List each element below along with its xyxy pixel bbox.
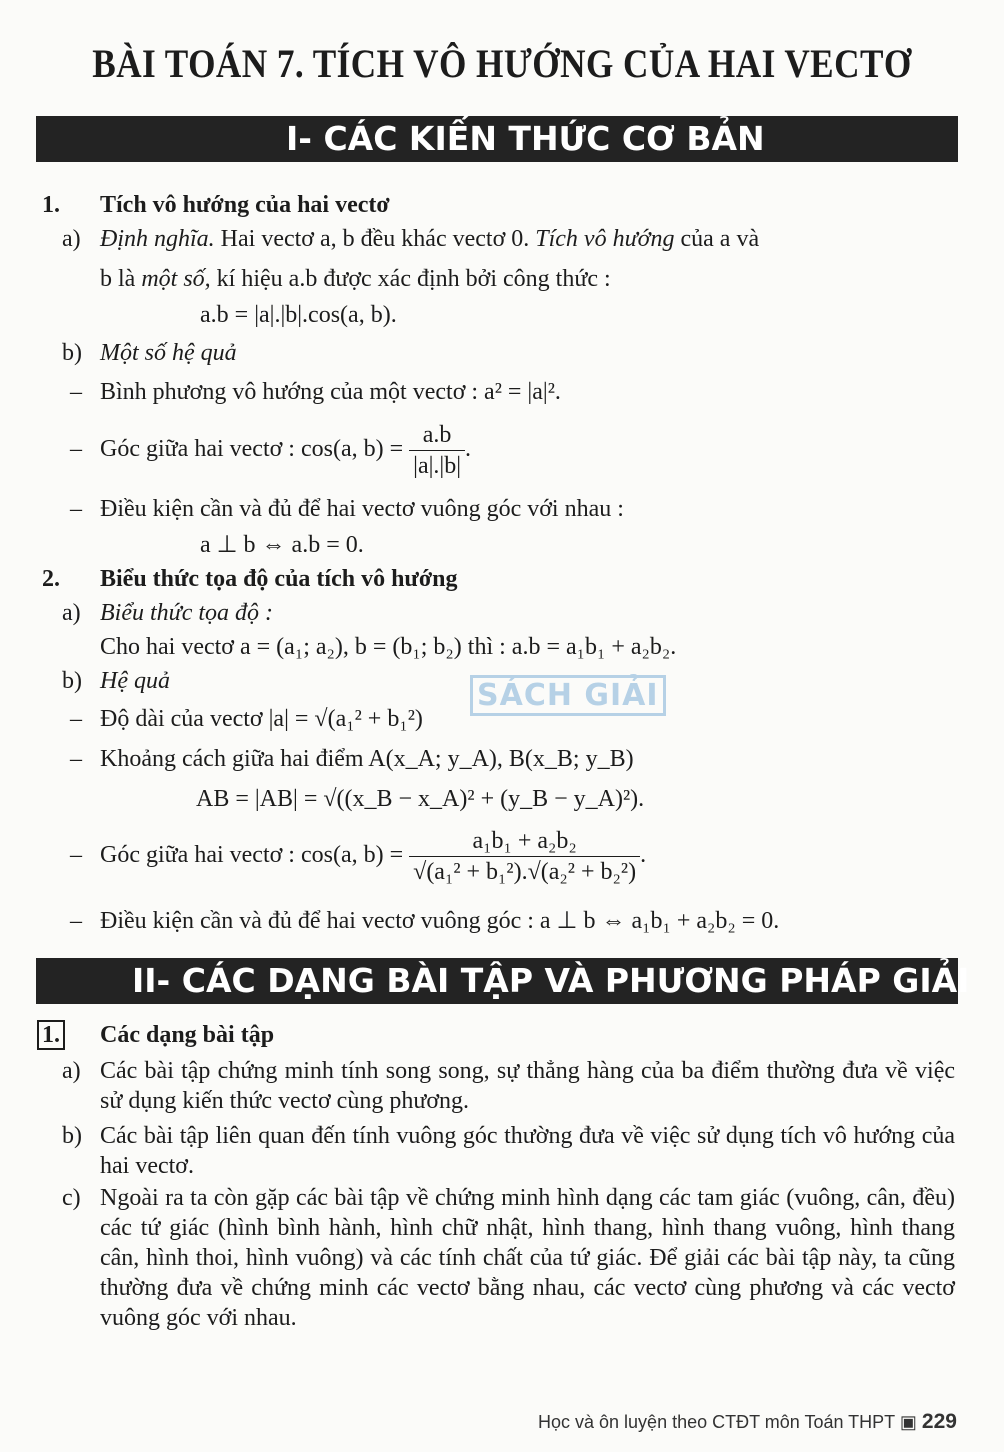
consequence-3: Điều kiện cần và đủ để hai vectơ vuông góc với nhau :: [100, 496, 624, 522]
term: Tích vô hướng: [535, 226, 675, 252]
term: Định nghĩa.: [100, 226, 215, 252]
term: một số,: [141, 266, 211, 292]
sub-label: a): [62, 600, 81, 626]
formula-definition: a.b = |a|.|b|.cos(a, b).: [200, 302, 397, 328]
fraction: [409, 826, 640, 887]
paragraph-c: Ngoài ra ta còn gặp các bài tập về chứng minh hình dạng các tam giác (vuông, cân, đều) các tứ giác (hình bình hành, hình chữ nhật, hình thang, hình thang vuông, hình thang cân, hình thoi, hình vuông) và các tính chất của tứ giác. Để giải các bài tập này, ta cũng thường đưa về chứng minh các vectơ bằng nhau, các vectơ cùng phương và các vectơ vuông góc với nhau.: [100, 1185, 955, 1331]
footer-text: Học và ôn luyện theo CTĐT môn Toán THPT: [538, 1412, 895, 1432]
vector-length: Độ dài của vectơ |a| = √(a₁² + b₁²): [100, 706, 423, 732]
denominator: √(a₁² + b₁²).√(a₂² + b₂²): [413, 859, 637, 885]
formula-perpendicular: a ⊥ b ⇔ a.b = 0.: [200, 532, 364, 558]
page-title: BÀI TOÁN 7. TÍCH VÔ HƯỚNG CỦA HAI VECTƠ: [92, 41, 912, 86]
item-title: Biểu thức tọa độ của tích vô hướng: [100, 566, 458, 592]
footer: [538, 1410, 957, 1434]
numerator: a₁b₁ + a₂b₂: [409, 826, 640, 857]
denominator: |a|.|b|: [413, 453, 462, 479]
section-heading-1-text: I- CÁC KIẾN THỨC CƠ BẢN: [286, 119, 765, 158]
item-title: Các dạng bài tập: [100, 1022, 275, 1048]
book-icon: ▣: [899, 1412, 917, 1432]
numerator: a.b: [409, 420, 465, 451]
watermark-text: SÁCH GIẢI: [470, 675, 666, 716]
dash: –: [70, 436, 82, 462]
text: của a và: [680, 226, 760, 252]
text: b là: [100, 266, 136, 292]
paragraph-a: Các bài tập chứng minh tính song song, sự thẳng hàng của ba điểm thường đưa về việc sử dụng kiến thức vectơ cùng phương.: [100, 1058, 955, 1114]
sub-label: b): [62, 668, 82, 694]
dash: –: [70, 496, 82, 522]
angle-formula: Góc giữa hai vectơ : cos(a, b) = $\frac{\text{a₁b₁ + a₂b₂}}{\text{√(a₁² + b₁²).√(a₂² + b₂²)}}$ .: [100, 828, 647, 885]
item-number: 1.: [42, 192, 60, 218]
dash: –: [70, 746, 82, 772]
coordinate-formula: Cho hai vectơ a = (a₁; a₂), b = (b₁; b₂) thì : a.b = a₁b₁ + a₂b₂.: [100, 634, 677, 660]
section-heading-2: [36, 958, 970, 1004]
boxed-number: 1.: [37, 1020, 65, 1050]
consequence-1: Bình phương vô hướng của một vectơ : a² = |a|².: [100, 379, 561, 405]
paragraph-b: Các bài tập liên quan đến tính vuông góc thường đưa về việc sử dụng tích vô hướng của hai vectơ.: [100, 1123, 955, 1179]
text: Hai vectơ a, b đều khác vectơ 0.: [220, 226, 530, 252]
page-number: 229: [921, 1410, 957, 1433]
dash: –: [70, 908, 82, 934]
dash: –: [70, 706, 82, 732]
sub-label: a): [62, 226, 81, 252]
section-heading-2-text: II- CÁC DẠNG BÀI TẬP VÀ PHƯƠNG PHÁP GIẢI: [132, 961, 970, 1000]
sub-title: Một số hệ quả: [100, 340, 237, 366]
sub-label: a): [62, 1058, 81, 1084]
dash: –: [70, 379, 82, 405]
perpendicular-condition: Điều kiện cần và đủ để hai vectơ vuông góc : a ⊥ b ⇔ a₁b₁ + a₂b₂ = 0.: [100, 908, 780, 934]
distance: Khoảng cách giữa hai điểm A(x_A; y_A), B(x_B; y_B): [100, 746, 634, 772]
distance-formula: AB = |AB| = √((x_B − x_A)² + (y_B − y_A)²).: [196, 786, 645, 812]
sub-title: Biểu thức tọa độ :: [100, 600, 274, 626]
item-number-boxed: [37, 1020, 65, 1050]
watermark: [470, 678, 666, 713]
consequence-2: Góc giữa hai vectơ : cos(a, b) = $\frac{a.b}{|a|.|b|}$ .: [100, 422, 472, 479]
text: Góc giữa hai vectơ : cos(a, b) =: [100, 436, 404, 463]
sub-title: Hệ quả: [100, 668, 170, 694]
sub-label: b): [62, 340, 82, 366]
fraction: [409, 420, 465, 481]
item-title: Tích vô hướng của hai vectơ: [100, 192, 390, 218]
definition-line-2: [100, 264, 611, 294]
item-number: 2.: [42, 566, 60, 592]
sub-label: b): [62, 1123, 82, 1149]
sub-label: c): [62, 1185, 81, 1211]
text: kí hiệu a.b được xác định bởi công thức :: [216, 266, 611, 292]
definition-line-1: [100, 224, 759, 254]
section-heading-1: [36, 116, 958, 162]
dash: –: [70, 842, 82, 868]
text: Góc giữa hai vectơ : cos(a, b) =: [100, 842, 404, 869]
